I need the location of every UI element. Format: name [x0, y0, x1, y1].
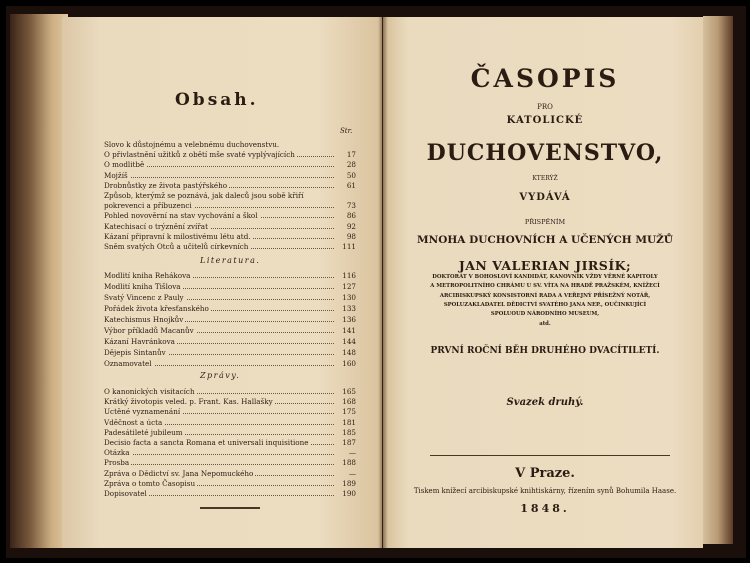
book-edge-left	[10, 14, 68, 548]
toc-entry-page: 111	[342, 242, 356, 251]
toc-entry-label: Decisio facta a sancta Romana et universali inquisitione	[104, 438, 309, 447]
toc-entry-page: 181	[342, 417, 356, 427]
toc-entry-label: Modlití kniha Tišlova	[104, 282, 181, 291]
line-mnoha: MNOHA DUCHOVNÍCH A UČENÝCH MUŽŮ	[417, 234, 673, 246]
toc-entry-label: pokrevenci a příbuzenci	[104, 201, 192, 211]
section-news-heading: Zprávy.	[200, 371, 241, 380]
toc-entry-label: Způsob, kterýmž se poznává, jak daleců jsou sobě křiří	[104, 191, 304, 200]
toc-entry	[104, 336, 356, 347]
toc-entry-page: 73	[346, 201, 356, 211]
line-duchovenstvo: DUCHOVENSTVO,	[426, 140, 664, 166]
imprint-city: V Praze.	[515, 466, 575, 481]
credential-line: A METROPOLITNÍHO CHRÁMU U SV. VÍTA NA HRADĚ PRAŽSKÉM, KNÍŽECÍ	[430, 283, 660, 290]
toc-entry-page: 185	[342, 427, 356, 437]
toc-entry-page: 160	[342, 359, 356, 368]
toc-entry-page: 190	[342, 489, 356, 498]
toc-entry-label: Padesátileté jubileum	[104, 427, 183, 437]
toc-entry-label: Prosba	[104, 458, 130, 468]
book-edge-right	[703, 16, 733, 544]
toc-entry-label: Vděčnost a úcta	[104, 417, 163, 427]
credential-line: SPOLUOUD NÁRODNÍHO MUSEUM,	[490, 311, 600, 318]
toc-entry-label: Uctěné vyznamenání	[104, 407, 181, 417]
toc-entry	[104, 241, 356, 252]
toc-entry-label: Kázaní připravní k milostivému létu atd.	[104, 231, 251, 241]
toc-title: Obsah.	[175, 90, 259, 110]
toc-entry-page: 50	[346, 170, 356, 180]
leader-dots	[104, 454, 334, 455]
toc-entry-page: 175	[342, 407, 356, 417]
toc-entry	[104, 347, 356, 358]
journal-title: ČASOPIS	[470, 64, 620, 93]
toc-entry-label: Pohled novověrní na stav vychování a škol	[104, 211, 258, 221]
toc-entry	[104, 314, 356, 325]
toc-entry-label: Pořádek života křesťanského	[104, 304, 209, 313]
toc-entry-label: Dopisovatel	[104, 489, 147, 498]
toc-entry-page: 136	[342, 315, 356, 324]
credential-line: atd.	[539, 320, 551, 327]
toc-entry-page: 144	[342, 337, 356, 346]
toc-entry-page: 28	[346, 160, 356, 170]
leader-dots	[104, 177, 334, 178]
toc-entry-label: Katechismus Hnojkův	[104, 315, 184, 324]
toc-entry-label: Slovo k důstojnému a velebnému duchovenstvu.	[104, 140, 280, 149]
toc-entry-page: 168	[342, 397, 356, 407]
toc-entry-label: Drobnůstky ze života pastýřského	[104, 180, 228, 190]
toc-entry-label: Dějepis Sintanův	[104, 348, 166, 357]
toc-entry-label: Svatý Vincenc z Pauly	[104, 293, 184, 302]
toc-entry-page: 130	[342, 293, 356, 302]
toc-entry	[104, 303, 356, 314]
toc-entry-page: 17	[346, 150, 356, 160]
toc-entry-label: O modlitbě	[104, 160, 145, 170]
line-vydava: VYDÁVÁ	[519, 192, 571, 203]
toc-entry	[104, 292, 356, 303]
toc-entry-page: 133	[342, 304, 356, 313]
toc-entry-page: 61	[346, 180, 356, 190]
toc-entry-page: 92	[346, 221, 356, 231]
toc-entry	[104, 281, 356, 292]
toc-entry-label: Výbor příkladů Macanův	[104, 326, 194, 335]
toc-entry-page: 116	[342, 271, 356, 280]
issue-label: Svazek druhý.	[506, 397, 584, 408]
toc-entry-label: O kanonických visitacích	[104, 387, 195, 396]
line-pro: PRO	[537, 103, 553, 111]
toc-entry-page: 98	[346, 231, 356, 241]
section-literature-heading: Literatura.	[200, 256, 261, 265]
toc-entry-label: Modlití kniha Rehákova	[104, 271, 191, 280]
toc-entry-label: Oznamovatel	[104, 359, 152, 368]
line-prispenim: PŘISPĚNÍM	[524, 218, 566, 226]
toc-entry-page: 127	[342, 282, 356, 291]
toc-entry-page: —	[348, 448, 356, 458]
editor-name: JAN VALERIAN JIRSÍK;	[458, 258, 632, 273]
closing-rule	[200, 507, 260, 509]
leader-dots	[104, 464, 334, 465]
toc-entry-page: 141	[342, 326, 356, 335]
imprint-year: 1848.	[520, 502, 570, 515]
line-ktery: KTERÝŽ	[532, 175, 558, 182]
toc-entry-label: Zpráva o Dědictví sv. Jana Nepomuckého	[104, 468, 254, 478]
toc-entry-page: 148	[342, 348, 356, 357]
year-line: PRVNÍ ROČNÍ BĚH DRUHÉHO DVACÍTILETÍ.	[430, 346, 660, 356]
toc-entry-page: 189	[342, 478, 356, 488]
toc-entry	[104, 270, 356, 281]
toc-entry-label: Otázka	[104, 448, 130, 458]
toc-entry-label: Zpráva o tomto Časopisu	[104, 478, 196, 488]
toc-entry-page: 188	[342, 458, 356, 468]
imprint-rule	[430, 455, 670, 456]
book-gutter	[378, 17, 388, 548]
page-column-header: Str.	[340, 127, 353, 135]
toc-entry	[104, 488, 356, 499]
toc-entry-label: Krátký životopis veled. p. Frant. Kas. Hallašky	[104, 397, 273, 407]
line-katolicke: KATOLICKÉ	[506, 115, 584, 126]
credential-line: SPOLUZAKLADATEL DĚDICTVÍ SVATÉHO JANA NEP., OUČINKUJÍCÍ	[443, 301, 647, 308]
toc-entry-label: Mojžíš	[104, 170, 128, 180]
toc-entry-page: 86	[346, 211, 356, 221]
credential-line: DOKTORÁT V BOHOSLOVÍ KANDIDÁT, KANOVNÍK VŽDY VĚRNÉ KAPITOLY	[432, 274, 658, 280]
toc-entry-label: Katechisací o trýznění zvířat	[104, 221, 208, 231]
toc-entry-page: —	[348, 468, 356, 478]
toc-entry-label: Sněm svatých Otců a učitelů církevních	[104, 242, 249, 251]
toc-entry-page: 165	[342, 387, 356, 396]
toc-entry	[104, 358, 356, 369]
credential-line: ARCIBISKUPSKÝ KONSISTORNÍ RADA A VEŘEJNÝ PŘÍSEŽNÝ NOTÁŘ,	[439, 292, 651, 299]
imprint-printer: Tiskem knížecí arcibiskupské knihtiskárny, řízením synů Bohumila Haase.	[413, 487, 677, 495]
toc-entry-page: 187	[342, 438, 356, 447]
toc-entry-label: O přivlastnění užitků z obětí mše svaté vyplývajících	[104, 150, 295, 160]
toc-entry-label: Kázaní Havránkova	[104, 337, 175, 346]
toc-entry	[104, 325, 356, 336]
